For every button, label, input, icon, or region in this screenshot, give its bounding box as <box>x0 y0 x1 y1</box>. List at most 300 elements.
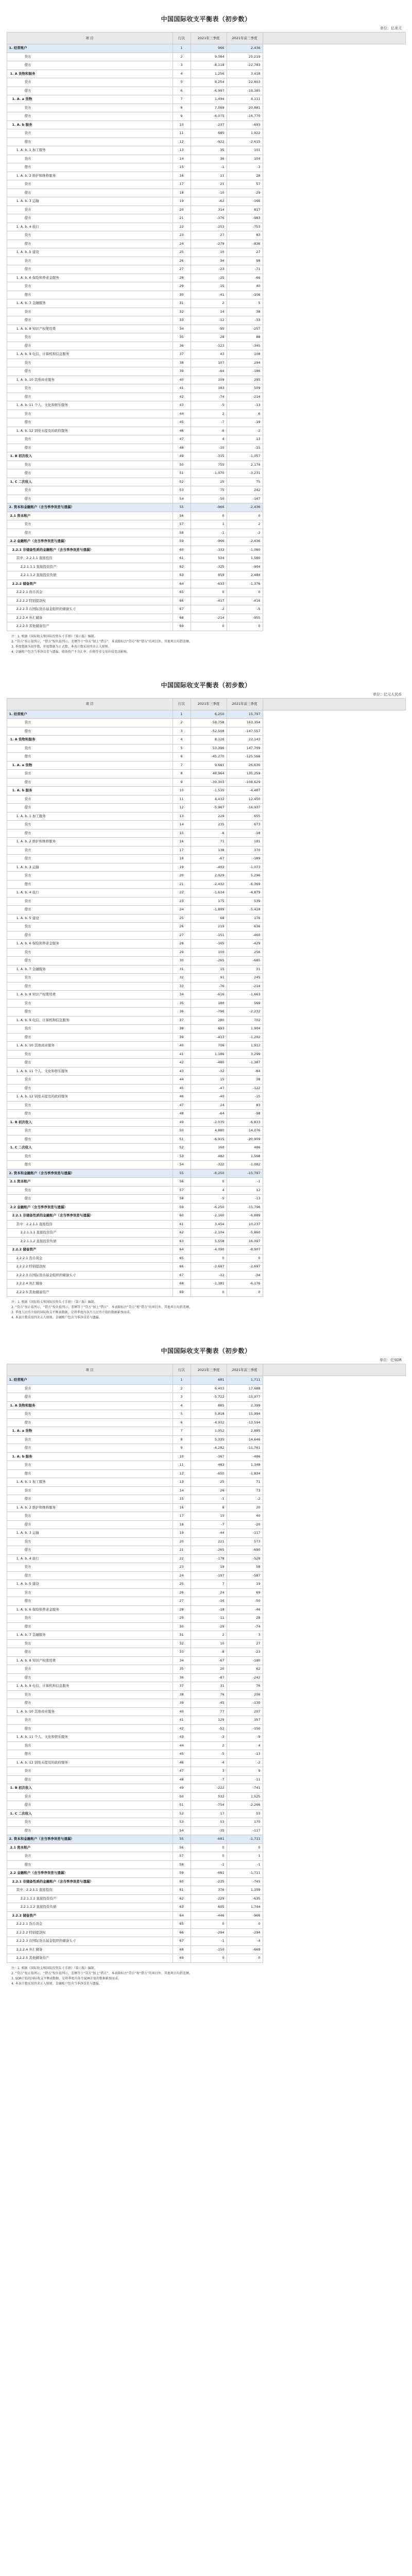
cell-q3: 27 <box>191 231 227 240</box>
cell-ytd: 4 <box>227 1741 263 1750</box>
cell-row-no: 40 <box>173 1707 191 1716</box>
cell-row-no: 11 <box>173 795 191 804</box>
table-row <box>7 1716 405 1725</box>
cell-q3: 183 <box>191 384 227 393</box>
row-spacer <box>263 1444 405 1453</box>
cell-ytd: 2,399 <box>227 1401 263 1410</box>
cell-q3: -1,535 <box>191 787 227 795</box>
row-spacer <box>263 727 405 736</box>
cell-ytd: 1,568 <box>227 1152 263 1161</box>
row-spacer <box>263 350 405 359</box>
unit-label: 单位：亿美元 <box>380 26 402 30</box>
table-row <box>7 282 405 291</box>
cell-ytd: -19,385 <box>227 87 263 95</box>
cell-ytd: 0 <box>227 1843 263 1852</box>
cell-item: 借方 <box>7 1110 173 1118</box>
row-spacer <box>263 1220 405 1229</box>
cell-q3: -45,270 <box>191 753 227 761</box>
row-spacer <box>263 880 405 889</box>
cell-ytd: 10,237 <box>227 1220 263 1229</box>
cell-item: 借方 <box>7 829 173 838</box>
cell-row-no: 42 <box>173 1059 191 1067</box>
cell-row-no: 35 <box>173 333 191 342</box>
row-spacer <box>263 1724 405 1733</box>
cell-item: 其中：2.2.1.1 直接投资 <box>7 1220 173 1229</box>
cell-item: 1. C 二次收入 <box>7 1144 173 1153</box>
cell-item: 2.2.2.5 其他储备资产 <box>7 622 173 631</box>
table-row <box>7 614 405 622</box>
row-spacer <box>263 1203 405 1212</box>
cell-q3: -7 <box>191 418 227 427</box>
cell-q3: -7 <box>191 1520 227 1529</box>
cell-q3: 235 <box>191 821 227 829</box>
row-spacer <box>263 1495 405 1504</box>
cell-q3: -681 <box>191 1869 227 1878</box>
cell-item: 贷方 <box>7 1690 173 1699</box>
cell-item: 贷方 <box>7 257 173 265</box>
row-spacer <box>263 1580 405 1589</box>
table-row <box>7 1246 405 1255</box>
cell-item: 2.1 资本账户 <box>7 512 173 520</box>
table-row <box>7 206 405 214</box>
cell-ytd: -84 <box>227 1067 263 1076</box>
row-spacer <box>263 1563 405 1572</box>
cell-ytd: -166 <box>227 197 263 206</box>
cell-ytd: -33 <box>227 316 263 325</box>
row-spacer <box>263 223 405 231</box>
cell-ytd: -29 <box>227 189 263 197</box>
cell-ytd: -1,060 <box>227 546 263 554</box>
cell-row-no: 29 <box>173 282 191 291</box>
cell-row-no: 14 <box>173 1486 191 1495</box>
cell-q3: 15 <box>191 1512 227 1521</box>
table-row <box>7 1042 405 1050</box>
cell-ytd: -955 <box>227 614 263 622</box>
cell-q3: -446 <box>191 1911 227 1920</box>
table-row <box>7 512 405 520</box>
cell-row-no: 60 <box>173 546 191 554</box>
cell-item: 1. A. b. 10 其他商业服务 <box>7 376 173 384</box>
cell-item: 1. A. b. 7 金融服务 <box>7 965 173 974</box>
cell-item: 2.2.2 储备资产 <box>7 1246 173 1255</box>
cell-row-no: 22 <box>173 1554 191 1563</box>
cell-row-no: 9 <box>173 112 191 121</box>
cell-q3: 1,256 <box>191 70 227 78</box>
cell-ytd: -587 <box>227 1571 263 1580</box>
table-row <box>7 1033 405 1042</box>
cell-row-no: 66 <box>173 597 191 605</box>
cell-row-no: 24 <box>173 240 191 248</box>
cell-q3: -64 <box>191 1110 227 1118</box>
row-spacer <box>263 1076 405 1084</box>
cell-ytd: -167 <box>227 495 263 503</box>
row-spacer <box>263 622 405 631</box>
table-row <box>7 274 405 282</box>
cell-q3: 2,029 <box>191 872 227 880</box>
cell-row-no: 15 <box>173 163 191 172</box>
cell-q3: 109 <box>191 376 227 384</box>
table-row <box>7 1520 405 1529</box>
cell-ytd: 2,436 <box>227 44 263 53</box>
cell-ytd: 245 <box>227 974 263 982</box>
table-row <box>7 418 405 427</box>
cell-q3: 58,758 <box>191 719 227 727</box>
cell-item: 1. A. b. 9 电信、计算机和信息服务 <box>7 350 173 359</box>
table-row <box>7 1877 405 1886</box>
row-spacer <box>263 931 405 940</box>
unit-label: 单位：亿元人民币 <box>373 692 402 697</box>
table-row <box>7 384 405 393</box>
cell-ytd: 57 <box>227 180 263 189</box>
cell-q3: 76 <box>191 1690 227 1699</box>
table-row <box>7 53 405 61</box>
cell-item: 1. A. b 服务 <box>7 121 173 129</box>
row-spacer <box>263 897 405 906</box>
cell-row-no: 20 <box>173 1537 191 1546</box>
cell-item: 2.2.1.1.1 直接投资资产 <box>7 1229 173 1238</box>
cell-q3: 0 <box>191 1288 227 1297</box>
cell-q3: -67 <box>191 1656 227 1665</box>
cell-q3: -413 <box>191 1033 227 1042</box>
table-row <box>7 1016 405 1025</box>
cell-row-no: 11 <box>173 1461 191 1470</box>
cell-row-no: 59 <box>173 537 191 546</box>
table-row <box>7 940 405 948</box>
cell-row-no: 13 <box>173 812 191 821</box>
row-spacer <box>263 1954 405 1963</box>
row-spacer <box>263 274 405 282</box>
row-spacer <box>263 333 405 342</box>
cell-item: 贷方 <box>7 1741 173 1750</box>
cell-ytd: -214 <box>227 982 263 991</box>
row-spacer <box>263 1520 405 1529</box>
table-row <box>7 1101 405 1110</box>
row-spacer <box>263 744 405 753</box>
cell-q3: 10 <box>191 248 227 257</box>
cell-ytd: 817 <box>227 206 263 214</box>
cell-ytd: -693 <box>227 121 263 129</box>
table-row <box>7 1127 405 1136</box>
cell-q3: 129 <box>191 1716 227 1725</box>
cell-row-no: 46 <box>173 1093 191 1101</box>
bop-table-usd <box>0 0 412 666</box>
row-spacer <box>263 1801 405 1810</box>
row-spacer <box>263 393 405 401</box>
cell-item: 其中：2.2.1.1 直接投资 <box>7 1886 173 1895</box>
cell-ytd: 295 <box>227 376 263 384</box>
cell-row-no: 50 <box>173 461 191 469</box>
table-row <box>7 546 405 554</box>
cell-item: 1. A. b. 11 个人、文化和娱乐服务 <box>7 401 173 410</box>
cell-item: 借方 <box>7 1699 173 1708</box>
row-spacer <box>263 1588 405 1597</box>
cell-q3: -681 <box>191 1835 227 1844</box>
table-row <box>7 1673 405 1682</box>
cell-ytd: -486 <box>227 1452 263 1461</box>
cell-row-no: 28 <box>173 1605 191 1614</box>
cell-ytd: 9 <box>227 1767 263 1776</box>
table-row <box>7 1707 405 1716</box>
cell-ytd: 13 <box>227 435 263 444</box>
cell-row-no: 30 <box>173 291 191 299</box>
cell-ytd: 0 <box>227 1920 263 1929</box>
row-spacer <box>263 1937 405 1946</box>
table-row <box>7 104 405 112</box>
table-row <box>7 1614 405 1623</box>
cell-row-no: 47 <box>173 435 191 444</box>
cell-item: 1. A. b. 6 保险和养老金服务 <box>7 1605 173 1614</box>
cell-row-no: 33 <box>173 1648 191 1657</box>
cell-item: 借方 <box>7 1860 173 1869</box>
cell-ytd: -23 <box>227 1648 263 1657</box>
row-spacer <box>263 1639 405 1648</box>
row-spacer <box>263 495 405 503</box>
table-row <box>7 359 405 367</box>
cell-q3: -333 <box>191 546 227 554</box>
cell-q3: -376 <box>191 214 227 223</box>
bop-table-sdr <box>0 1332 412 1998</box>
note-line: 注：1. 根据《国际收支和国际投资头寸手册》（第六版）编制。 <box>11 634 97 638</box>
table-row <box>7 214 405 223</box>
cell-row-no: 44 <box>173 1741 191 1750</box>
cell-ytd: -429 <box>227 940 263 948</box>
cell-ytd: -242 <box>227 1673 263 1682</box>
cell-item: 贷方 <box>7 1050 173 1059</box>
cell-item: 贷方 <box>7 1410 173 1419</box>
cell-row-no: 40 <box>173 376 191 384</box>
cell-q3: -1 <box>191 1937 227 1946</box>
cell-item: 1. A. b. 2 维护和维修服务 <box>7 1503 173 1512</box>
cell-item: 1. A. b. 9 电信、计算机和信息服务 <box>7 1016 173 1025</box>
row-spacer <box>263 1656 405 1665</box>
cell-row-no: 33 <box>173 982 191 991</box>
table-row <box>7 146 405 155</box>
cell-row-no: 17 <box>173 846 191 855</box>
cell-item: 贷方 <box>7 872 173 880</box>
row-spacer <box>263 1084 405 1093</box>
cell-item: 贷方 <box>7 359 173 367</box>
cell-ytd: -66 <box>227 274 263 282</box>
cell-item: 贷方 <box>7 744 173 753</box>
cell-q3: 7 <box>191 1580 227 1589</box>
cell-ytd: 53 <box>227 1809 263 1818</box>
cell-row-no: 67 <box>173 1271 191 1280</box>
table-row <box>7 435 405 444</box>
cell-q3: 24 <box>191 1588 227 1597</box>
table-row <box>7 452 405 461</box>
cell-item: 借方 <box>7 1546 173 1555</box>
row-spacer <box>263 597 405 605</box>
cell-ytd: -1,073 <box>227 863 263 872</box>
table-row <box>7 1025 405 1033</box>
row-spacer <box>263 104 405 112</box>
cell-item: 1. 经常账户 <box>7 1376 173 1385</box>
cell-row-no: 36 <box>173 342 191 350</box>
row-spacer <box>263 1699 405 1708</box>
cell-q3: 15 <box>191 282 227 291</box>
table-row <box>7 1059 405 1067</box>
cell-item: 2. 资本和金融账户（含当季净误差与遗漏） <box>7 1835 173 1844</box>
header-row-no: 行次 <box>173 32 191 44</box>
cell-item: 贷方 <box>7 846 173 855</box>
table-row <box>7 1639 405 1648</box>
cell-row-no: 21 <box>173 880 191 889</box>
cell-item: 贷方 <box>7 1767 173 1776</box>
cell-ytd: -117 <box>227 1529 263 1538</box>
cell-item: 借方 <box>7 931 173 940</box>
cell-ytd: -15 <box>227 1093 263 1101</box>
table-row <box>7 1486 405 1495</box>
cell-row-no: 25 <box>173 1580 191 1589</box>
cell-row-no: 60 <box>173 1877 191 1886</box>
cell-ytd: -966 <box>227 1911 263 1920</box>
cell-item: 借方 <box>7 367 173 376</box>
row-spacer <box>263 1033 405 1042</box>
table-row <box>7 1911 405 1920</box>
cell-item: 1. A. b. 8 知识产权使用费 <box>7 1656 173 1665</box>
cell-q3: -5,967 <box>191 804 227 812</box>
cell-row-no: 6 <box>173 87 191 95</box>
cell-row-no: 54 <box>173 495 191 503</box>
cell-ytd: 655 <box>227 812 263 821</box>
cell-item: 1. A. b. 1 加工服务 <box>7 1478 173 1487</box>
row-spacer <box>263 1605 405 1614</box>
row-spacer <box>263 855 405 863</box>
bop-table <box>7 1364 406 1963</box>
cell-q3: 0 <box>191 1954 227 1963</box>
row-spacer <box>263 546 405 554</box>
cell-item: 1. A 货物和服务 <box>7 736 173 744</box>
row-spacer <box>263 1716 405 1725</box>
cell-q3: -2,160 <box>191 1212 227 1221</box>
table-row <box>7 461 405 469</box>
cell-item: 贷方 <box>7 520 173 529</box>
table-row <box>7 1263 405 1272</box>
table-row <box>7 138 405 146</box>
row-spacer <box>263 376 405 384</box>
row-spacer <box>263 1186 405 1195</box>
cell-row-no: 65 <box>173 1254 191 1263</box>
cell-item: 借方 <box>7 982 173 991</box>
cell-row-no: 2 <box>173 53 191 61</box>
row-spacer <box>263 316 405 325</box>
table-row <box>7 1093 405 1101</box>
table-row <box>7 1503 405 1512</box>
table-row <box>7 1758 405 1767</box>
table-row <box>7 1631 405 1640</box>
table-header-row <box>7 698 405 710</box>
row-spacer <box>263 1690 405 1699</box>
cell-q3: 885 <box>191 1401 227 1410</box>
cell-ytd: 38 <box>227 1076 263 1084</box>
table-row <box>7 1452 405 1461</box>
cell-ytd: -836 <box>227 240 263 248</box>
cell-q3: 5,818 <box>191 1410 227 1419</box>
table-row <box>7 965 405 974</box>
cell-row-no: 39 <box>173 1033 191 1042</box>
cell-q3: -6,915 <box>191 1135 227 1144</box>
cell-row-no: 5 <box>173 1410 191 1419</box>
row-spacer <box>263 44 405 53</box>
cell-row-no: 58 <box>173 529 191 537</box>
row-spacer <box>263 838 405 846</box>
cell-q3: 859 <box>191 571 227 580</box>
cell-item: 借方 <box>7 1393 173 1402</box>
cell-row-no: 61 <box>173 1220 191 1229</box>
cell-q3: 706 <box>191 1042 227 1050</box>
row-spacer <box>263 240 405 248</box>
cell-ytd: 40 <box>227 282 263 291</box>
cell-q3: 4 <box>191 435 227 444</box>
cell-row-no: 14 <box>173 155 191 163</box>
row-spacer <box>263 1110 405 1118</box>
cell-ytd: -20 <box>227 1520 263 1529</box>
cell-row-no: 55 <box>173 1169 191 1178</box>
cell-row-no: 59 <box>173 1869 191 1878</box>
cell-q3: -23 <box>191 265 227 274</box>
row-spacer <box>263 821 405 829</box>
cell-ytd: -117 <box>227 1826 263 1835</box>
cell-ytd: -1,202 <box>227 1033 263 1042</box>
cell-q3: -167 <box>191 1452 227 1461</box>
row-spacer <box>263 1288 405 1297</box>
cell-q3: 6,250 <box>191 710 227 719</box>
cell-row-no: 37 <box>173 1016 191 1025</box>
cell-q3: 0 <box>191 1852 227 1861</box>
cell-ytd: -2,436 <box>227 503 263 512</box>
cell-ytd: 69 <box>227 1588 263 1597</box>
cell-ytd: 3,418 <box>227 70 263 78</box>
cell-ytd: 0 <box>227 588 263 597</box>
cell-q3: 376 <box>191 1886 227 1895</box>
cell-row-no: 10 <box>173 787 191 795</box>
cell-row-no: 31 <box>173 299 191 308</box>
cell-ytd: -5,860 <box>227 1229 263 1238</box>
cell-ytd: 1,711 <box>227 1376 263 1385</box>
cell-row-no: 42 <box>173 1724 191 1733</box>
cell-q3: -32 <box>191 1067 227 1076</box>
row-spacer <box>263 469 405 478</box>
cell-ytd: -257 <box>227 325 263 333</box>
cell-row-no: 54 <box>173 1161 191 1170</box>
cell-row-no: 65 <box>173 588 191 597</box>
row-spacer <box>263 299 405 308</box>
cell-q3: -178 <box>191 1554 227 1563</box>
cell-row-no: 55 <box>173 503 191 512</box>
row-spacer <box>263 129 405 138</box>
row-spacer <box>263 1818 405 1827</box>
cell-item: 借方 <box>7 727 173 736</box>
cell-ytd: -13 <box>227 1195 263 1204</box>
table-row <box>7 1229 405 1238</box>
table-row <box>7 923 405 931</box>
cell-row-no: 25 <box>173 248 191 257</box>
table-row <box>7 1945 405 1954</box>
row-spacer <box>263 1852 405 1861</box>
table-row <box>7 829 405 838</box>
cell-ytd: -690 <box>227 1546 263 1555</box>
cell-item: 2.2.2.3 在国际货币基金组织的储备头寸 <box>7 1937 173 1946</box>
cell-q3: -294 <box>191 1928 227 1937</box>
cell-q3: -650 <box>191 1469 227 1478</box>
cell-ytd: -22,783 <box>227 61 263 70</box>
row-spacer <box>263 1597 405 1606</box>
table-row <box>7 1648 405 1657</box>
cell-item: 贷方 <box>7 1127 173 1136</box>
table-row <box>7 469 405 478</box>
cell-ytd: -13 <box>227 1750 263 1759</box>
cell-q3: 229 <box>191 812 227 821</box>
